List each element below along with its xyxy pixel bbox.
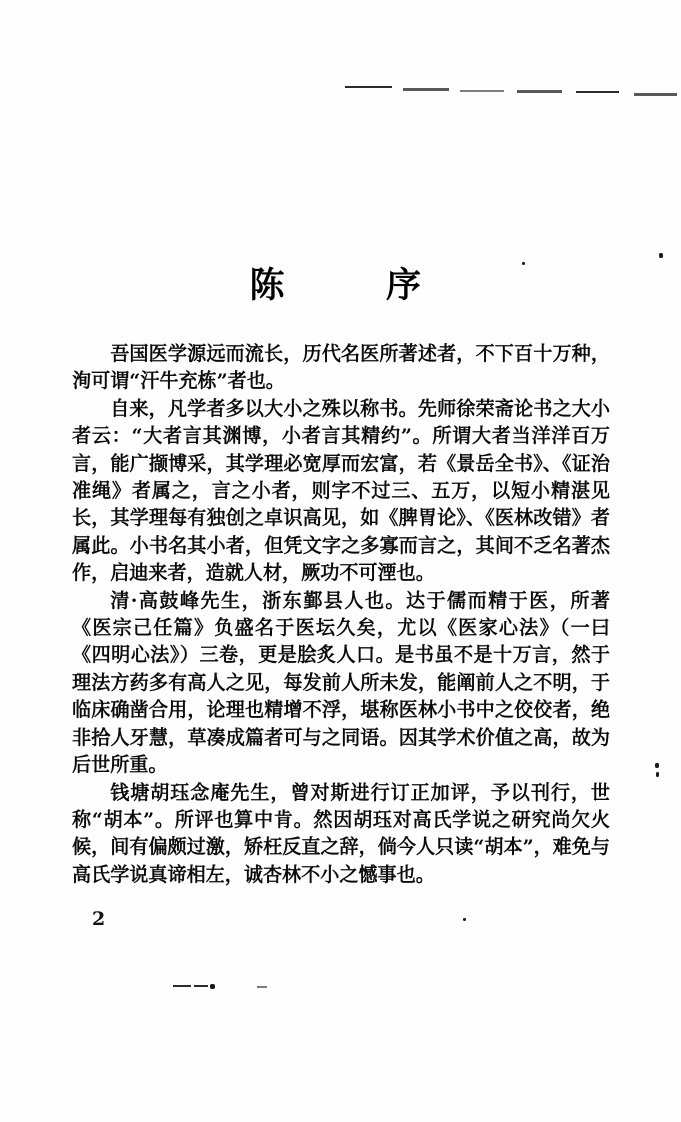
scan-artifact-dash xyxy=(460,90,504,92)
scan-speck xyxy=(655,763,659,768)
scan-artifact-dash xyxy=(173,985,191,987)
scan-artifact-dash xyxy=(403,88,449,91)
scan-speck xyxy=(210,984,215,989)
scan-artifact-dash xyxy=(194,985,208,987)
scan-speck xyxy=(656,772,659,777)
scan-artifact-dash xyxy=(345,86,392,88)
paragraph: 吾国医学源远而流长，历代名医所著述者，不下百十万种，洵可谓“汗牛充栋”者也。 xyxy=(72,342,610,393)
scan-artifact-dash xyxy=(257,986,267,988)
paragraph: 钱塘胡珏念庵先生，曾对斯进行订正加评，予以刊行，世称“胡本”。所评也算中肯。然因胡珏对高氏学说之研究尚欠火候，间有偏颇过激，矫枉反直之辞，倘今人只读“胡本”，难免与高氏学说真谛相左，诚杏林不小之憾事也。 xyxy=(72,780,610,886)
page-title-text: 陈 序 xyxy=(249,265,432,306)
page-title xyxy=(0,258,681,308)
scan-artifact-dash xyxy=(634,93,677,96)
paragraph: 自来，凡学者多以大小之殊以称书。先师徐荣斋论书之大小者云：“大者言其渊博，小者言其精约”。所谓大者当洋洋百万言，能广撷博采，其学理必宽厚而宏富，若《景岳全书》、《证治准绳》者属之，言之小者，则字不过三、五万，以短小精湛见长，其学理每有独创之卓识高见，如《脾胃论》、《医林改错》者属此。小书名其小者，但凭文字之多寡而言之，其间不乏名著杰作，启迪来者，造就人材，厥功不可湮也。 xyxy=(72,396,610,585)
scan-artifact-dash xyxy=(576,91,619,93)
paragraph: 清·高鼓峰先生，浙东鄞县人也。达于儒而精于医，所著《医宗己任篇》负盛名于医坛久矣，尤以《医家心法》（一曰《四明心法》）三卷，更是脍炙人口。是书虽不是十万言，然于理法方药多有高人之见，每发前人所未发，能阐前人之不明，于临床确凿合用，论理也精增不浮，堪称医林小书中之佼佼者，绝非拾人牙慧，草凑成篇者可与之同语。因其学术价值之高，故为后世所重。 xyxy=(72,588,610,777)
scan-speck xyxy=(463,918,466,921)
body-text xyxy=(72,340,610,888)
scan-artifact-dash xyxy=(517,90,562,93)
page-number: 2 xyxy=(92,908,106,930)
